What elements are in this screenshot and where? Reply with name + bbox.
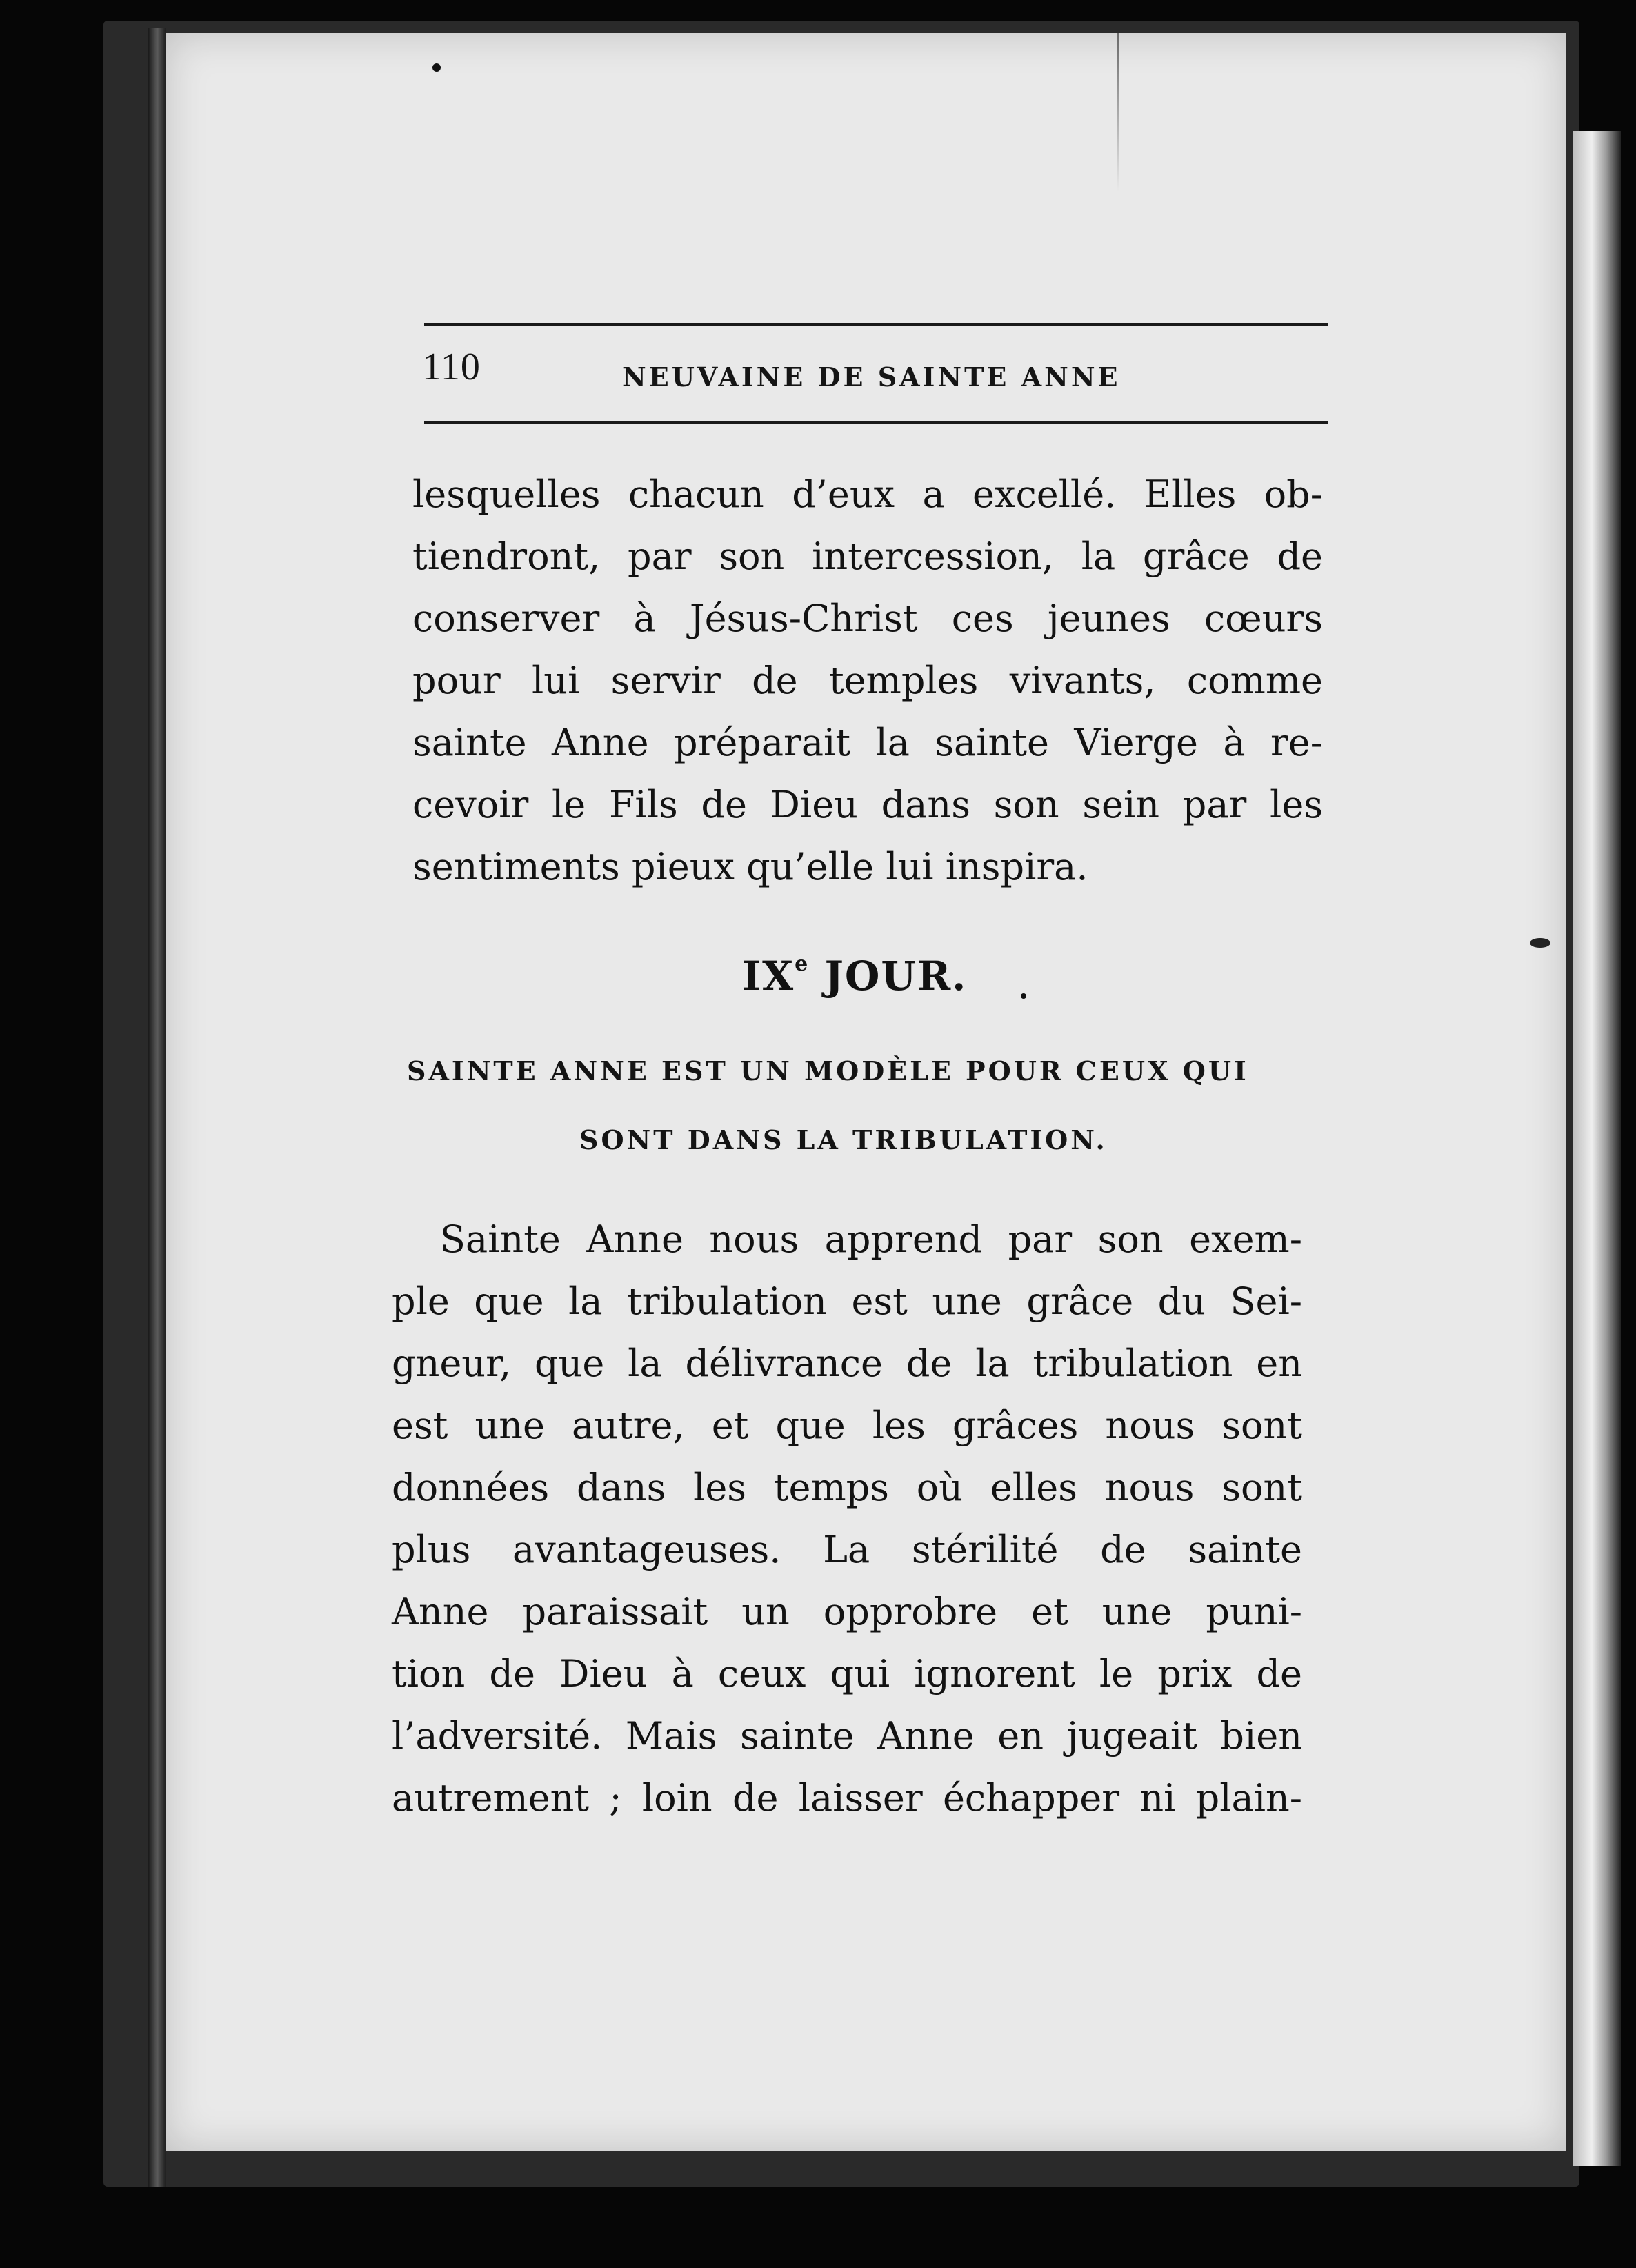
paper-crease [1117, 33, 1119, 192]
text-line: tiendront, par son intercession, la grâce de [412, 535, 1323, 578]
scan-speck [432, 63, 441, 72]
text-line: Anne paraissait un opprobre et une puni- [392, 1590, 1302, 1633]
day-superscript: e [795, 952, 810, 976]
body-paragraph [392, 1208, 1302, 1829]
day-numeral: IX [742, 953, 795, 999]
text-line: plus avantageuses. La stérilité de sainte [392, 1528, 1302, 1571]
text-line: lesquelles chacun d’eux a excellé. Elles ob- [412, 472, 1323, 516]
running-title: NEUVAINE DE SAINTE ANNE [622, 361, 1121, 392]
text-line: ple que la tribulation est une grâce du Sei- [392, 1280, 1302, 1323]
day-heading [742, 952, 967, 999]
header-rule-top [424, 323, 1328, 326]
page-edges-right [1573, 131, 1621, 2166]
header-rule-bottom [424, 421, 1328, 424]
running-header [422, 345, 1326, 407]
text-line: conserver à Jésus-Christ ces jeunes cœurs [412, 597, 1323, 640]
text-line: pour lui servir de temples vivants, comme [412, 659, 1323, 702]
scan-speck [1021, 993, 1026, 999]
page-number: 110 [422, 346, 481, 388]
text-line: gneur, que la délivrance de la tribulation en [392, 1342, 1302, 1385]
section-subtitle-line-2: SONT DANS LA TRIBULATION. [579, 1124, 1108, 1155]
section-subtitle-line-1: SAINTE ANNE EST UN MODÈLE POUR CEUX QUI [407, 1055, 1249, 1086]
day-word: JOUR. [824, 953, 968, 999]
text-line: cevoir le Fils de Dieu dans son sein par les [412, 783, 1323, 826]
continuation-paragraph [412, 464, 1323, 898]
scan-speck [1530, 938, 1550, 948]
text-line: est une autre, et que les grâces nous sont [392, 1404, 1302, 1447]
text-line: sentiments pieux qu’elle lui inspira. [412, 845, 1088, 888]
text-line: sainte Anne préparait la sainte Vierge à re- [412, 721, 1323, 764]
text-line: Sainte Anne nous apprend par son exem- [440, 1217, 1302, 1261]
text-line: tion de Dieu à ceux qui ignorent le prix de [392, 1652, 1302, 1695]
text-line: l’adversité. Mais sainte Anne en jugeait bien [392, 1714, 1302, 1758]
text-line: autrement ; loin de laisser échapper ni plain- [392, 1776, 1302, 1820]
page-gutter-shadow [148, 28, 166, 2187]
text-line: données dans les temps où elles nous sont [392, 1466, 1302, 1509]
